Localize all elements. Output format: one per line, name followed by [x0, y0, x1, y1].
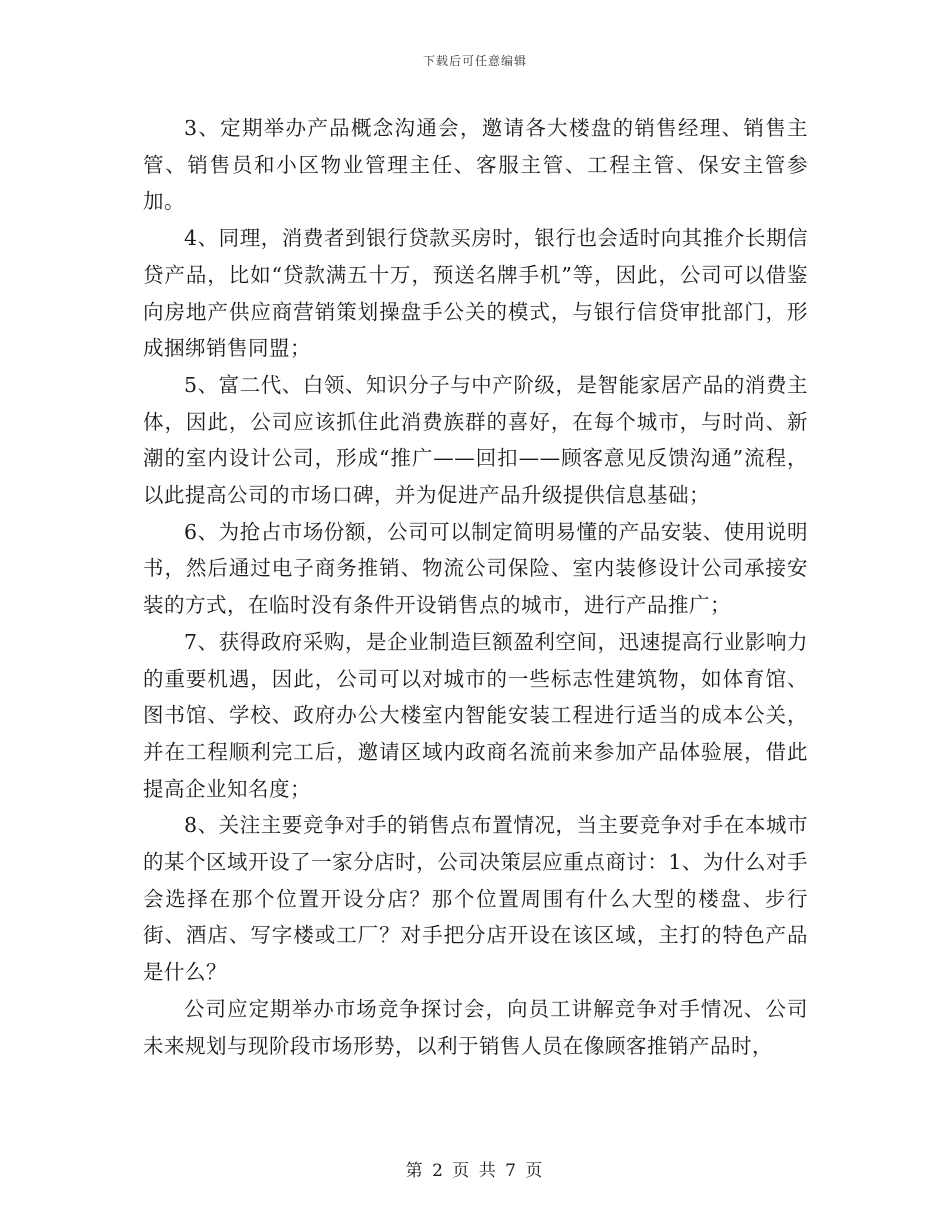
paragraph-competition-seminar: 公司应定期举办市场竞争探讨会，向员工讲解竞争对手情况、公司未来规划与现阶段市场形势，以利于销售人员在像顾客推销产品时， [143, 996, 808, 1058]
paragraph-item-7: 7、获得政府采购，是企业制造巨额盈利空间，迅速提高行业影响力的重要机遇，因此，公司可以对城市的一些标志性建筑物，如体育馆、图书馆、学校、政府办公大楼室内智能安装工程进行适当的成本公关，并在工程顺利完工后，邀请区域内政商名流前来参加产品体验展，借此提高企业知名度； [143, 629, 808, 801]
paragraph-item-8: 8、关注主要竞争对手的销售点布置情况，当主要竞争对手在本城市的某个区域开设了一家分店时，公司决策层应重点商讨：1、为什么对手会选择在那个位置开设分店？那个位置周围有什么大型的楼盘、步行街、酒店、写字楼或工厂？对手把分店开设在该区域，主打的特色产品是什么？ [143, 813, 808, 985]
paragraph-item-6: 6、为抢占市场份额，公司可以制定简明易懂的产品安装、使用说明书，然后通过电子商务推销、物流公司保险、室内装修设计公司承接安装的方式，在临时没有条件开设销售点的城市，进行产品推广； [143, 519, 808, 618]
paragraph-item-4: 4、同理，消费者到银行贷款买房时，银行也会适时向其推介长期信贷产品，比如“贷款满五十万，预送名牌手机”等，因此，公司可以借鉴向房地产供应商营销策划操盘手公关的模式，与银行信贷审批部门，形成捆绑销售同盟； [143, 226, 808, 361]
paragraph-item-5: 5、富二代、白领、知识分子与中产阶级，是智能家居产品的消费主体，因此，公司应该抓住此消费族群的喜好，在每个城市，与时尚、新潮的室内设计公司，形成“推广——回扣——顾客意见反馈沟通”流程，以此提高公司的市场口碑，并为促进产品升级提供信息基础； [143, 372, 808, 508]
document-body [143, 110, 808, 1064]
page-number: 第 2 页 共 7 页 [405, 1161, 545, 1181]
page-header: 下载后可任意编辑 [422, 54, 527, 68]
paragraph-item-3: 3、定期举办产品概念沟通会，邀请各大楼盘的销售经理、销售主管、销售员和小区物业管理主任、客服主管、工程主管、保安主管参加。 [143, 116, 808, 214]
